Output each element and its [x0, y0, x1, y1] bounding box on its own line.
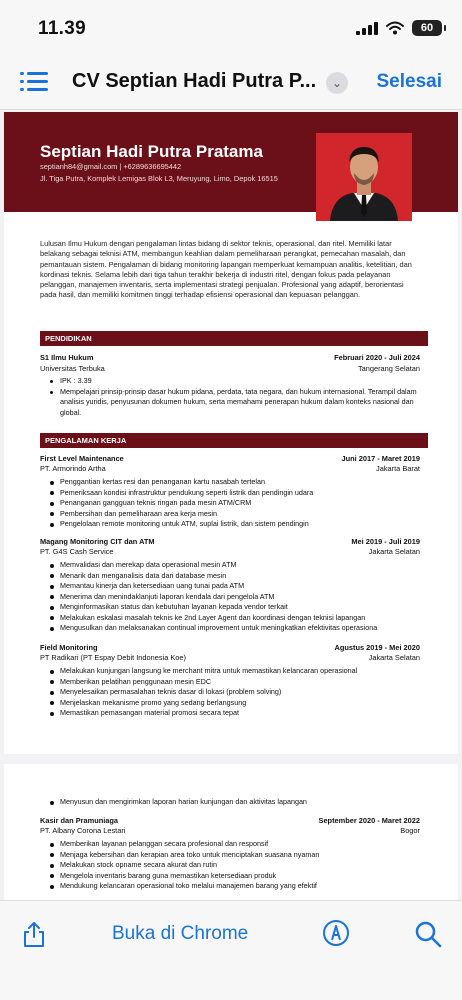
list-item: Menjaga kebersihan dan kerapian area toko untuk menciptakan suasana nyaman	[50, 850, 422, 861]
list-item: Pemeriksaan kondisi infrastruktur pendukung seperti listrik dan pendingin udara	[50, 488, 422, 499]
markup-icon[interactable]	[322, 919, 350, 947]
list-item: Melakukan kunjungan langsung ke merchant mitra untuk memastikan kelancaran operasional	[50, 666, 422, 677]
job-company: PT Radikari (PT Espay Debit Indonesia Koe)	[40, 653, 186, 662]
job-bullets	[50, 560, 422, 634]
section-education: PENDIDIKAN	[40, 331, 428, 346]
job-header	[40, 643, 420, 652]
search-icon[interactable]	[414, 920, 442, 948]
list-item: Mengelola inventaris barang guna memastikan ketersediaan produk	[50, 871, 422, 882]
job-company: PT. G4S Cash Service	[40, 547, 114, 556]
list-item: Mengusulkan dan melaksanakan continual improvement untuk meningkatkan efektivitas operasiona	[50, 623, 422, 634]
list-item: Memantau kinerja dan ketersediaan uang tunai pada ATM	[50, 581, 422, 592]
list-item: Pembersihan dan pemeliharaan area kerja mesin	[50, 509, 422, 520]
education-location: Tangerang Selatan	[357, 364, 420, 373]
list-item: Menjelaskan mekanisme promo yang sedang berlangsung	[50, 698, 422, 709]
list-item: Penanganan gangguan teknis ringan pada mesin ATM/CRM	[50, 498, 422, 509]
job-bullets	[50, 666, 422, 719]
share-icon[interactable]	[22, 921, 46, 947]
job-company-row	[40, 464, 420, 473]
job-company-row	[40, 653, 420, 662]
job-dates: Agustus 2019 - Mei 2020	[334, 643, 420, 652]
list-item: Menerima dan menindaklanjuti laporan kendala dari pengelola ATM	[50, 592, 422, 603]
job-location: Jakarta Selatan	[368, 547, 420, 556]
list-item: Menyusun dan mengirimkan laporan harian kunjungan dan aktivitas lapangan	[50, 797, 422, 808]
list-item: Melakukan eskalasi masalah teknis ke 2nd Layer Agent dan koordinasi dengan teknisi lapangan	[50, 613, 422, 624]
list-item: Memberikan pelatihan penggunaan mesin EDC	[50, 677, 422, 688]
list-item: Mendukung kelancaran operasional toko melalui manajemen barang yang efektif	[50, 881, 422, 892]
job-company-row	[40, 547, 420, 556]
list-icon[interactable]	[20, 70, 48, 94]
list-item: Memvalidasi dan merekap data operasional mesin ATM	[50, 560, 422, 571]
pdf-page-1[interactable]	[4, 112, 458, 754]
cellular-signal-icon	[356, 22, 378, 35]
education-dates: Februari 2020 - Juli 2024	[334, 353, 420, 362]
education-school-row	[40, 364, 420, 373]
job-location: Jakarta Barat	[376, 464, 420, 473]
job-title: First Level Maintenance	[40, 454, 124, 463]
education-school: Universitas Terbuka	[40, 364, 105, 373]
job-location: Bogor	[400, 826, 420, 835]
job-dates: Juni 2017 - Maret 2019	[341, 454, 420, 463]
open-in-chrome-button[interactable]: Buka di Chrome	[112, 923, 249, 944]
bottom-toolbar	[0, 900, 462, 1000]
list-item: Memastikan pemasangan material promosi secara tepat	[50, 708, 422, 719]
cv-summary: Lulusan Ilmu Hukum dengan pengalaman lintas bidang di sektor teknis, operasional, dan ritel. Memiliki latar belakang sebagai teknisi ATM, membangun keahlian dalam pemeliharaan perangkat, pemecahan masalah, dan pemantauan sistem. Pengalaman di bidang monitoring lapangan memperkuat kemampuan analitis, ketelitian, dan kordinasi teknis. Selama lebih dari tiga tahun terakhir bekerja di industri ritel, dengan fokus pada pelayanan pelanggan, manajemen inventaris, serta implementasi strategi penjualan. Profesional yang adaptif, berorientasi pada hasil, dan memiliki komitmen tinggi terhadap efisiensi operasional dan kepuasan pelanggan.	[40, 239, 412, 300]
job-bullets	[50, 839, 422, 892]
job-company: PT. Albany Corona Lestari	[40, 826, 126, 835]
nav-bar	[0, 54, 462, 110]
job-title: Kasir dan Pramuniaga	[40, 816, 119, 825]
list-item: Menyelesaikan permasalahan teknis dasar di lokasi (problem solving)	[50, 687, 422, 698]
cv-address: Jl. Tiga Putra, Komplek Lemigas Blok L3, Meruyung, Limo, Depok 16515	[40, 174, 278, 183]
list-item: Melakukan stock opname secara akurat dan rutin	[50, 860, 422, 871]
cv-contact: septianh84@gmail.com | +6289636695442	[40, 162, 182, 171]
job-header	[40, 454, 420, 463]
job-company-row	[40, 826, 420, 835]
job-bullets	[50, 797, 422, 808]
education-header	[40, 353, 420, 362]
job-title: Field Monitoring	[40, 643, 98, 652]
job-header	[40, 537, 420, 546]
list-item: Penggantian kertas resi dan penanganan kartu nasabah tertelan	[50, 477, 422, 488]
list-item: Menarik dan menganalisis data dari database mesin	[50, 571, 422, 582]
list-item: Menginformasikan status dan kebutuhan layanan kepada vendor terkait	[50, 602, 422, 613]
job-title: Magang Monitoring CIT dan ATM	[40, 537, 155, 546]
pdf-page-2[interactable]	[4, 764, 458, 900]
job-company: PT. Armorindo Artha	[40, 464, 106, 473]
job-dates: September 2020 - Maret 2022	[318, 816, 420, 825]
education-degree: S1 Ilmu Hukum	[40, 353, 94, 362]
job-header	[40, 816, 420, 825]
document-title[interactable]: CV Septian Hadi Putra P...	[72, 70, 317, 92]
list-item: Mempelajari prinsip-prinsip dasar hukum pidana, perdata, tata negara, dan hukum internasional. Terampil dalam analisis yuridis, penyusunan dokumen hukum, serta memahami penerapan hukum dalam konteks nasional dan global.	[50, 387, 422, 419]
job-dates: Mei 2019 - Juli 2019	[351, 537, 420, 546]
cv-name: Septian Hadi Putra Pratama	[40, 142, 263, 161]
chevron-down-icon[interactable]: ⌄	[326, 72, 348, 94]
profile-photo	[316, 133, 412, 221]
job-bullets	[50, 477, 422, 530]
status-bar	[0, 0, 462, 54]
list-item: IPK : 3.39	[50, 376, 422, 387]
done-button[interactable]: Selesai	[376, 71, 442, 92]
battery-icon: 60	[412, 20, 442, 36]
list-item: Memberikan layanan pelanggan secara profesional dan responsif	[50, 839, 422, 850]
education-bullets	[50, 376, 422, 418]
job-location: Jakarta Selatan	[368, 653, 420, 662]
list-item: Pengelolaan remote monitoring untuk ATM, suplai listrik, dan sistem pendingin	[50, 519, 422, 530]
clock: 11.39	[38, 18, 86, 39]
wifi-icon	[386, 21, 404, 35]
status-icons	[356, 20, 442, 36]
section-experience: PENGALAMAN KERJA	[40, 433, 428, 448]
